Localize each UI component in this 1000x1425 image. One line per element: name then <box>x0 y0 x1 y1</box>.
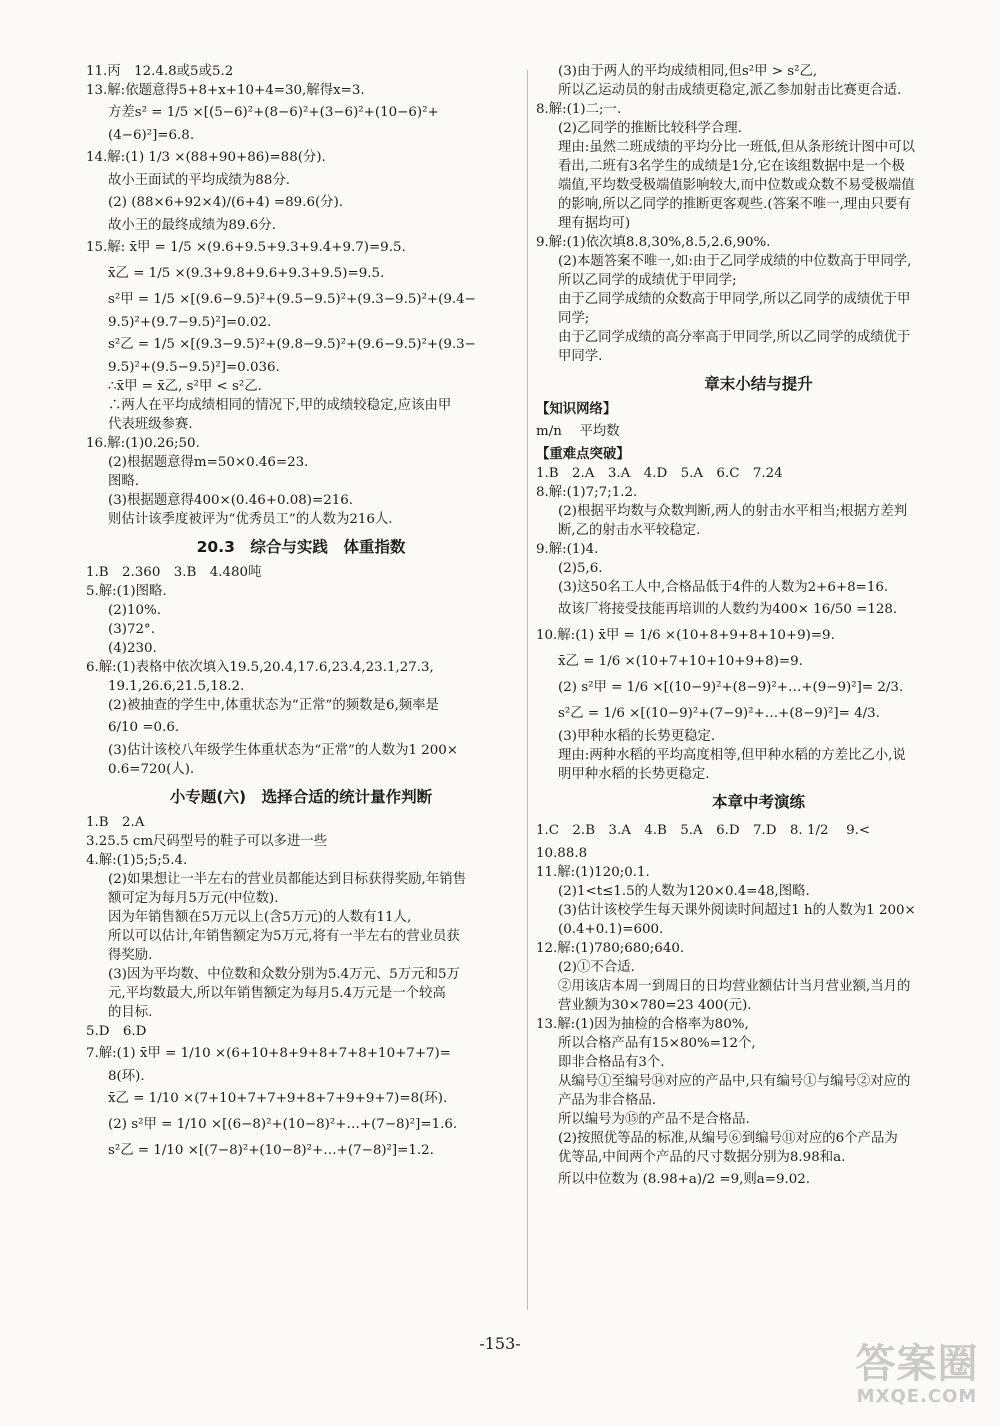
page-number: -153- <box>479 1334 521 1353</box>
section-heading: 20.3 综合与实践 体重指数 <box>196 538 406 556</box>
right-column <box>536 62 981 1193</box>
left-column <box>86 62 516 1164</box>
answer-line: s²甲 = 1/5 ×[(9.6−9.5)²+(9.5−9.5)²+(9.3−9.5)²+(9.4− <box>108 292 476 307</box>
answer-line: 5.D 6.D <box>86 1024 147 1039</box>
answer-line: s²乙 = 1/5 ×[(9.3−9.5)²+(9.8−9.5)²+(9.6−9.5)²+(9.3− <box>108 337 476 352</box>
answer-line: 所以乙运动员的射击成绩更稳定,派乙参加射击比赛更合适. <box>558 83 902 98</box>
answer-line: 看出,二班有3名学生的成绩是1分,它在该组数据中是一个极 <box>558 159 905 174</box>
answer-line: x̄乙 = 1/5 ×(9.3+9.8+9.6+9.3+9.5)=9.5. <box>108 266 385 281</box>
answer-line: 产品为非合格品. <box>558 1093 656 1108</box>
answer-line: 16.解:(1)0.26;50. <box>86 436 200 451</box>
answer-line: 断,乙的射击水平较稳定. <box>558 523 701 538</box>
answer-line: 由于乙同学成绩的高分率高于甲同学,所以乙同学的成绩优于 <box>558 330 911 345</box>
answer-line: (2)乙同学的推断比较科学合理. <box>558 121 742 136</box>
answer-line: 故该厂将接受技能再培训的人数约为400× 16/50 =128. <box>558 602 898 617</box>
answer-line: (2)5,6. <box>558 561 603 576</box>
answer-line: 1.B 2.A <box>86 815 145 830</box>
answer-line: (2) s²甲 = 1/10 ×[(6−8)²+(10−8)²+…+(7−8)²]=1.6. <box>108 1117 458 1132</box>
answer-line: 9.解:(1)4. <box>536 542 599 557</box>
answer-line: (3)这50名工人中,合格品低于4件的人数为2+6+8=16. <box>558 580 889 595</box>
answer-line: 11.解:(1)120;0.1. <box>536 865 650 880</box>
answer-line: 元,平均数最大,所以年销售额定为每月5.4万元是一个较高 <box>108 986 446 1001</box>
section-heading: 本章中考演练 <box>711 793 805 811</box>
answer-line: 故小王的最终成绩为89.6分. <box>108 218 276 233</box>
answer-line: 8(环). <box>108 1069 145 1084</box>
watermark-logo <box>852 1341 982 1411</box>
answer-line: (3)由于两人的平均成绩相同,但s²甲 > s²乙, <box>558 64 818 79</box>
section-label: 【知识网络】 <box>536 402 617 417</box>
watermark-domain: MXQE.COM <box>856 1386 978 1407</box>
answer-line: (3)72°. <box>108 622 155 637</box>
answer-line: 9.5)²+(9.5−9.5)²]=0.036. <box>108 360 280 375</box>
answer-line: (3)根据题意得400×(0.46+0.08)=216. <box>108 493 354 508</box>
answer-line: 9.解:(1)依次填8.8,30%,8.5,2.6,90%. <box>536 235 771 250</box>
answer-line: 端值,平均数受极端值影响较大,而中位数或众数不易受极端值 <box>558 178 915 193</box>
answer-line: 理有据均可) <box>558 216 631 231</box>
answer-line: (2) s²甲 = 1/6 ×[(10−9)²+(8−9)²+…+(9−9)²]= 2/3. <box>558 680 904 695</box>
answer-line: 理由:两种水稻的平均高度相等,但甲种水稻的方差比乙小,说 <box>558 748 906 763</box>
answer-line: (3)估计该校八年级学生体重状态为“正常”的人数为1 200× <box>108 743 459 758</box>
answer-line: 0.6=720(人). <box>108 762 195 777</box>
answer-line: 9.5)²+(9.7−9.5)²]=0.02. <box>108 315 272 330</box>
answer-line: (2)10%. <box>108 603 161 618</box>
answer-line: (2)根据平均数与众数判断,两人的射击水平相当;根据方差判 <box>558 504 908 519</box>
answer-line: 1.B 2.360 3.B 4.480吨 <box>86 565 262 580</box>
answer-line: ∴x̄甲 = x̄乙, s²甲 < s²乙. <box>108 379 262 394</box>
answer-line: 因为年销售额在5万元以上(含5万元)的人数有11人, <box>108 910 412 925</box>
answer-line: 10.88.8 <box>536 846 588 861</box>
answer-line: 8.解:(1)7;7;1.2. <box>536 485 638 500</box>
answer-line: 5.解:(1)图略. <box>86 584 167 599</box>
answer-line: 得奖励. <box>108 948 153 963</box>
answer-line: 13.解:(1)因为抽检的合格率为80%, <box>536 1017 749 1032</box>
answer-line: (2)本题答案不唯一,如:由于乙同学成绩的中位数高于甲同学, <box>558 254 912 269</box>
answer-line: 额可定为每月5万元(中位数). <box>108 891 279 906</box>
answer-line: 所以中位数为 (8.98+a)/2 =9,则a=9.02. <box>558 1172 811 1187</box>
answer-line: 1.B 2.A 3.A 4.D 5.A 6.C 7.24 <box>536 466 783 481</box>
answer-line: 从编号①至编号⑭对应的产品中,只有编号①与编号②对应的 <box>558 1074 911 1089</box>
answer-line: 甲同学. <box>558 349 603 364</box>
answer-line: 7.解:(1) x̄甲 = 1/10 ×(6+10+8+9+8+7+8+10+7+7)= <box>86 1046 452 1061</box>
answer-line: s²乙 = 1/10 ×[(7−8)²+(10−8)²+…+(7−8)²]=1.2. <box>108 1143 434 1158</box>
answer-line: 14.解:(1) 1/3 ×(88+90+86)=88(分). <box>86 150 326 165</box>
answer-line: 的目标. <box>108 1005 153 1020</box>
answer-line: 由于乙同学成绩的众数高于甲同学,所以乙同学的成绩优于甲 <box>558 292 911 307</box>
section-heading: 小专题(六) 选择合适的统计量作判断 <box>169 788 433 806</box>
answer-line: 所以乙同学的成绩优于甲同学; <box>558 273 737 288</box>
answer-line: 8.解:(1)二;一. <box>536 102 622 117</box>
answer-line: 代表班级参赛. <box>108 417 193 432</box>
answer-line: 所以合格产品有15×80%=12个, <box>558 1036 756 1051</box>
answer-line: (2)按照优等品的标准,从编号⑥到编号⑪对应的6个产品为 <box>558 1131 898 1146</box>
answer-line: (3)甲种水稻的长势更稳定. <box>558 729 716 744</box>
answer-line: x̄乙 = 1/10 ×(7+10+7+7+9+8+7+9+9+7)=8(环). <box>108 1091 448 1106</box>
answer-line: 6/10 =0.6. <box>108 720 180 735</box>
answer-line: s²乙 = 1/6 ×[(10−9)²+(7−9)²+…+(8−9)²]= 4/3. <box>558 706 880 721</box>
answer-line: 则估计该季度被评为“优秀员工”的人数为216人. <box>108 512 393 527</box>
watermark-text: 答案圈 <box>855 1341 979 1387</box>
answer-line: (2)被抽查的学生中,体重状态为“正常”的频数是6,频率是 <box>108 698 439 713</box>
answer-line: (2)1<t≤1.5的人数为120×0.4=48,图略. <box>558 884 810 899</box>
answer-line: 图略. <box>108 474 140 489</box>
answer-line: (3)估计该校学生每天课外阅读时间超过1 h的人数为1 200× <box>558 903 916 918</box>
answer-line: 优等品,中间两个产品的尺寸数据分别为8.98和a. <box>558 1150 846 1165</box>
answer-line: 即非合格品有3个. <box>558 1055 665 1070</box>
answer-line: (2)如果想让一半左右的营业员都能达到目标获得奖励,年销售 <box>108 872 466 887</box>
answer-line: 3.25.5 cm尺码型号的鞋子可以多进一些 <box>86 834 328 849</box>
answer-line: 11.丙 12.4.8或5或5.2 <box>86 64 234 79</box>
answer-line: 理由:虽然二班成绩的平均分比一班低,但从条形统计图中可以 <box>558 140 915 155</box>
answer-line: 12.解:(1)780;680;640. <box>536 941 685 956</box>
answer-line: (3)因为平均数、中位数和众数分别为5.4万元、5万元和5万 <box>108 967 460 982</box>
answer-line: x̄乙 = 1/6 ×(10+7+10+10+9+8)=9. <box>558 654 803 669</box>
answer-line: (2)①不合适. <box>558 960 635 975</box>
section-label: 【重难点突破】 <box>536 447 630 462</box>
answer-line: 所以编号为⑮的产品不是合格品. <box>558 1112 750 1127</box>
answer-line: ②用该店本周一到周日的日均营业额估计当月营业额,当月的 <box>558 979 911 994</box>
answer-line: 10.解:(1) x̄甲 = 1/6 ×(10+8+9+8+10+9)=9. <box>536 628 835 643</box>
answer-line: (0.4+0.1)=600. <box>558 922 664 937</box>
answer-line: (4)230. <box>108 641 157 656</box>
answer-line: 13.解:依题意得5+8+x+10+4=30,解得x=3. <box>86 83 365 98</box>
answer-line: 营业额为30×780=23 400(元). <box>558 998 752 1013</box>
answer-line: 的影响,所以乙同学的推断更客观些.(答案不唯一,理由只要有 <box>558 197 911 212</box>
answer-line: (2) (88×6+92×4)/(6+4) =89.6(分). <box>108 195 344 210</box>
answer-line: (4−6)²]=6.8. <box>108 128 195 143</box>
answer-line: 19.1,26.6,21.5,18.2. <box>108 679 245 694</box>
answer-line: (2)根据题意得m=50×0.46=23. <box>108 455 309 470</box>
answer-line: 所以可以估计,年销售额定为5万元,将有一半左右的营业员获 <box>108 929 460 944</box>
answer-line: 故小王面试的平均成绩为88分. <box>108 173 290 188</box>
answer-line: 6.解:(1)表格中依次填入19.5,20.4,17.6,23.4,23.1,27.3, <box>86 660 434 675</box>
answer-line: 4.解:(1)5;5;5.4. <box>86 853 188 868</box>
answer-line: 1.C 2.B 3.A 4.B 5.A 6.D 7.D 8. 1/2 9.< <box>536 823 871 838</box>
column-divider <box>527 70 528 1310</box>
answer-line: m/n 平均数 <box>536 424 620 439</box>
answer-line: ∴两人在平均成绩相同的情况下,甲的成绩较稳定,应该由甲 <box>108 398 452 413</box>
answer-line: 明甲种水稻的长势更稳定. <box>558 767 710 782</box>
answer-line: 同学; <box>558 311 590 326</box>
answer-line: 方差s² = 1/5 ×[(5−6)²+(8−6)²+(3−6)²+(10−6)²+ <box>108 105 439 120</box>
section-heading: 章末小结与提升 <box>704 375 813 393</box>
answer-line: 15.解: x̄甲 = 1/5 ×(9.6+9.5+9.3+9.4+9.7)=9.5. <box>86 240 406 255</box>
